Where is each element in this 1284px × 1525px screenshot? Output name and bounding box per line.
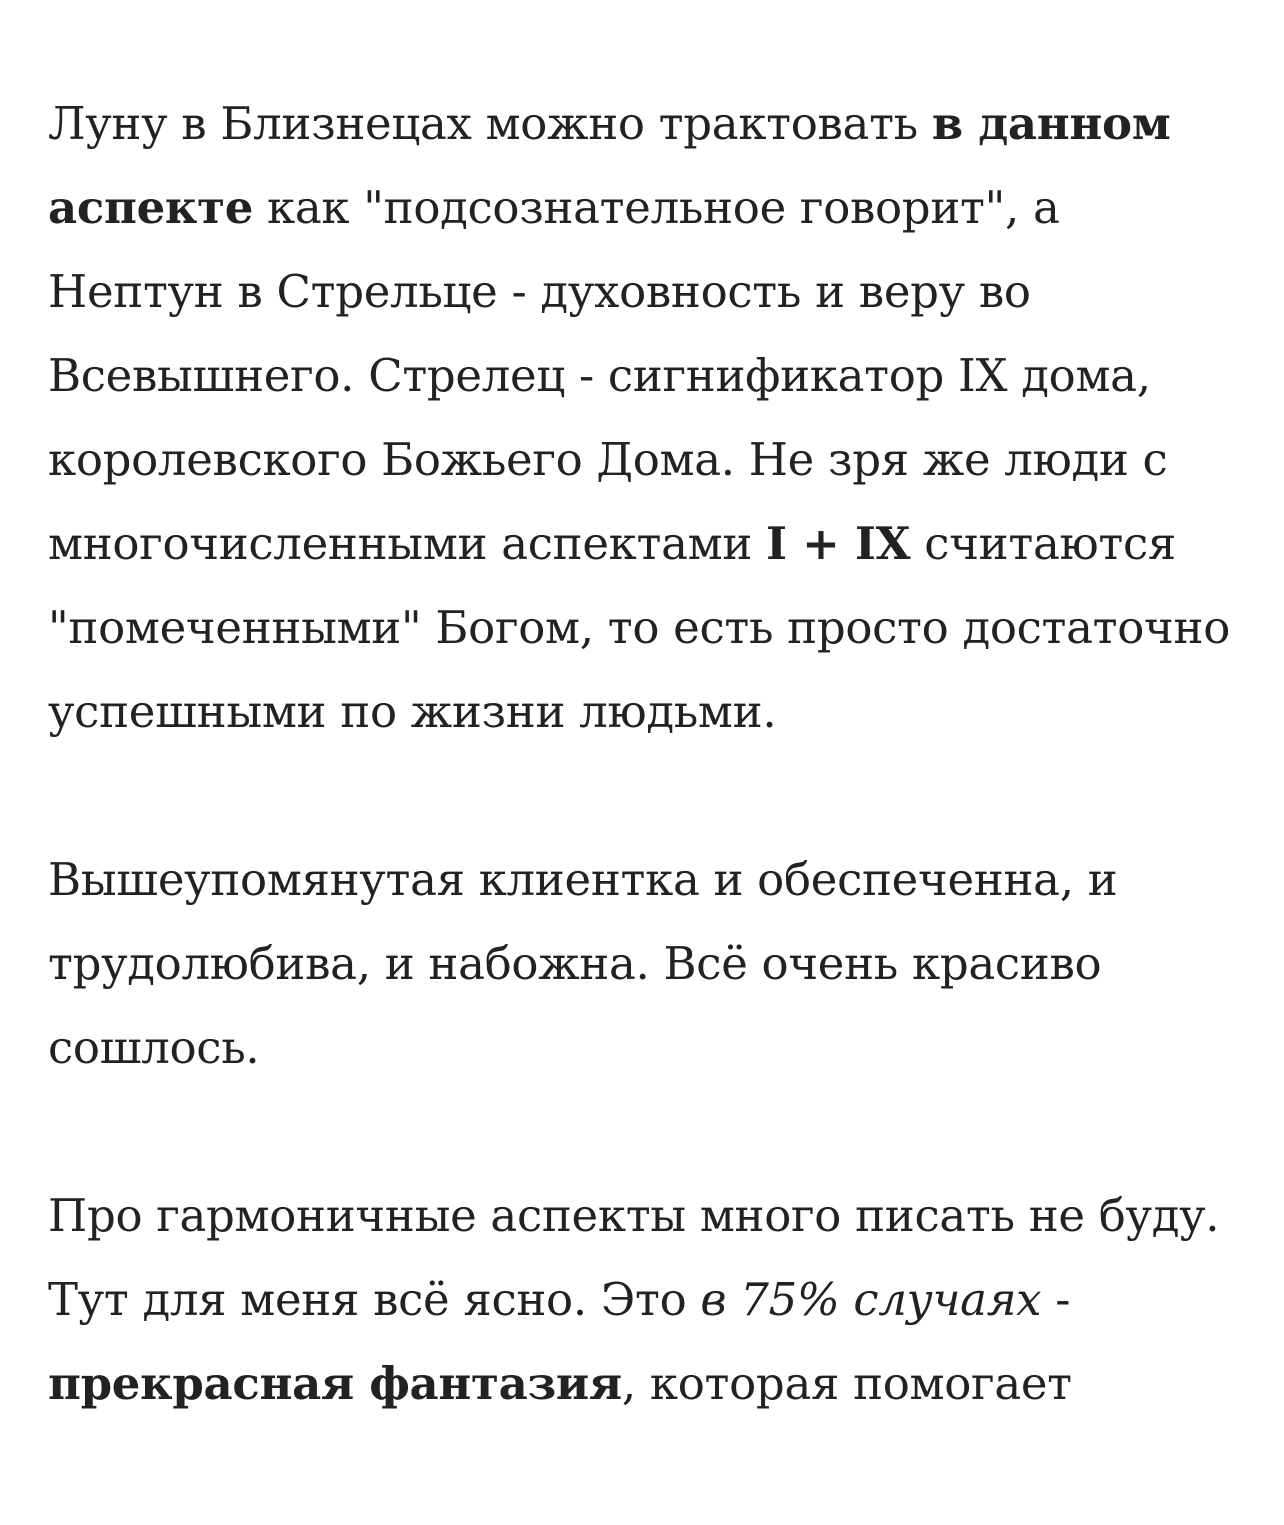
paragraph-moon-neptune — [48, 82, 1248, 754]
paragraph-text: Луну в Близнецах можно трактовать — [48, 97, 932, 150]
italic-phrase: в 75% случаях — [700, 1273, 1042, 1326]
paragraph-harmonic-aspects — [48, 1174, 1248, 1426]
paragraph-text: как "подсознательное говорит", а Нептун в Стрельце - духовность и веру во Всевышнего. Стрелец - сигнификатор IX дома, королевского Божьего Дома. Не зря же люди с многочисленными аспектами — [48, 181, 1168, 570]
bold-phrase: в данном аспекте — [48, 97, 1171, 234]
paragraph-client — [48, 838, 1248, 1090]
paragraph-text: считаются "помеченными" Богом, то есть просто достаточно успешными по жизни людьми. — [48, 517, 1230, 738]
bold-phrase: прекрасная фантазия — [48, 1357, 622, 1410]
bold-phrase: I + IX — [766, 517, 911, 570]
paragraph-text: , которая помогает — [621, 1357, 1072, 1410]
paragraph-text: Вышеупомянутая клиентка и обеспеченна, и трудолюбива, и набожна. Всё очень красиво сошлось. — [48, 853, 1118, 1074]
paragraph-text: Про гармоничные аспекты много писать не буду. Тут для меня всё ясно. Это — [48, 1189, 1220, 1326]
article-body — [48, 82, 1248, 1510]
paragraph-text: - — [1041, 1273, 1071, 1326]
